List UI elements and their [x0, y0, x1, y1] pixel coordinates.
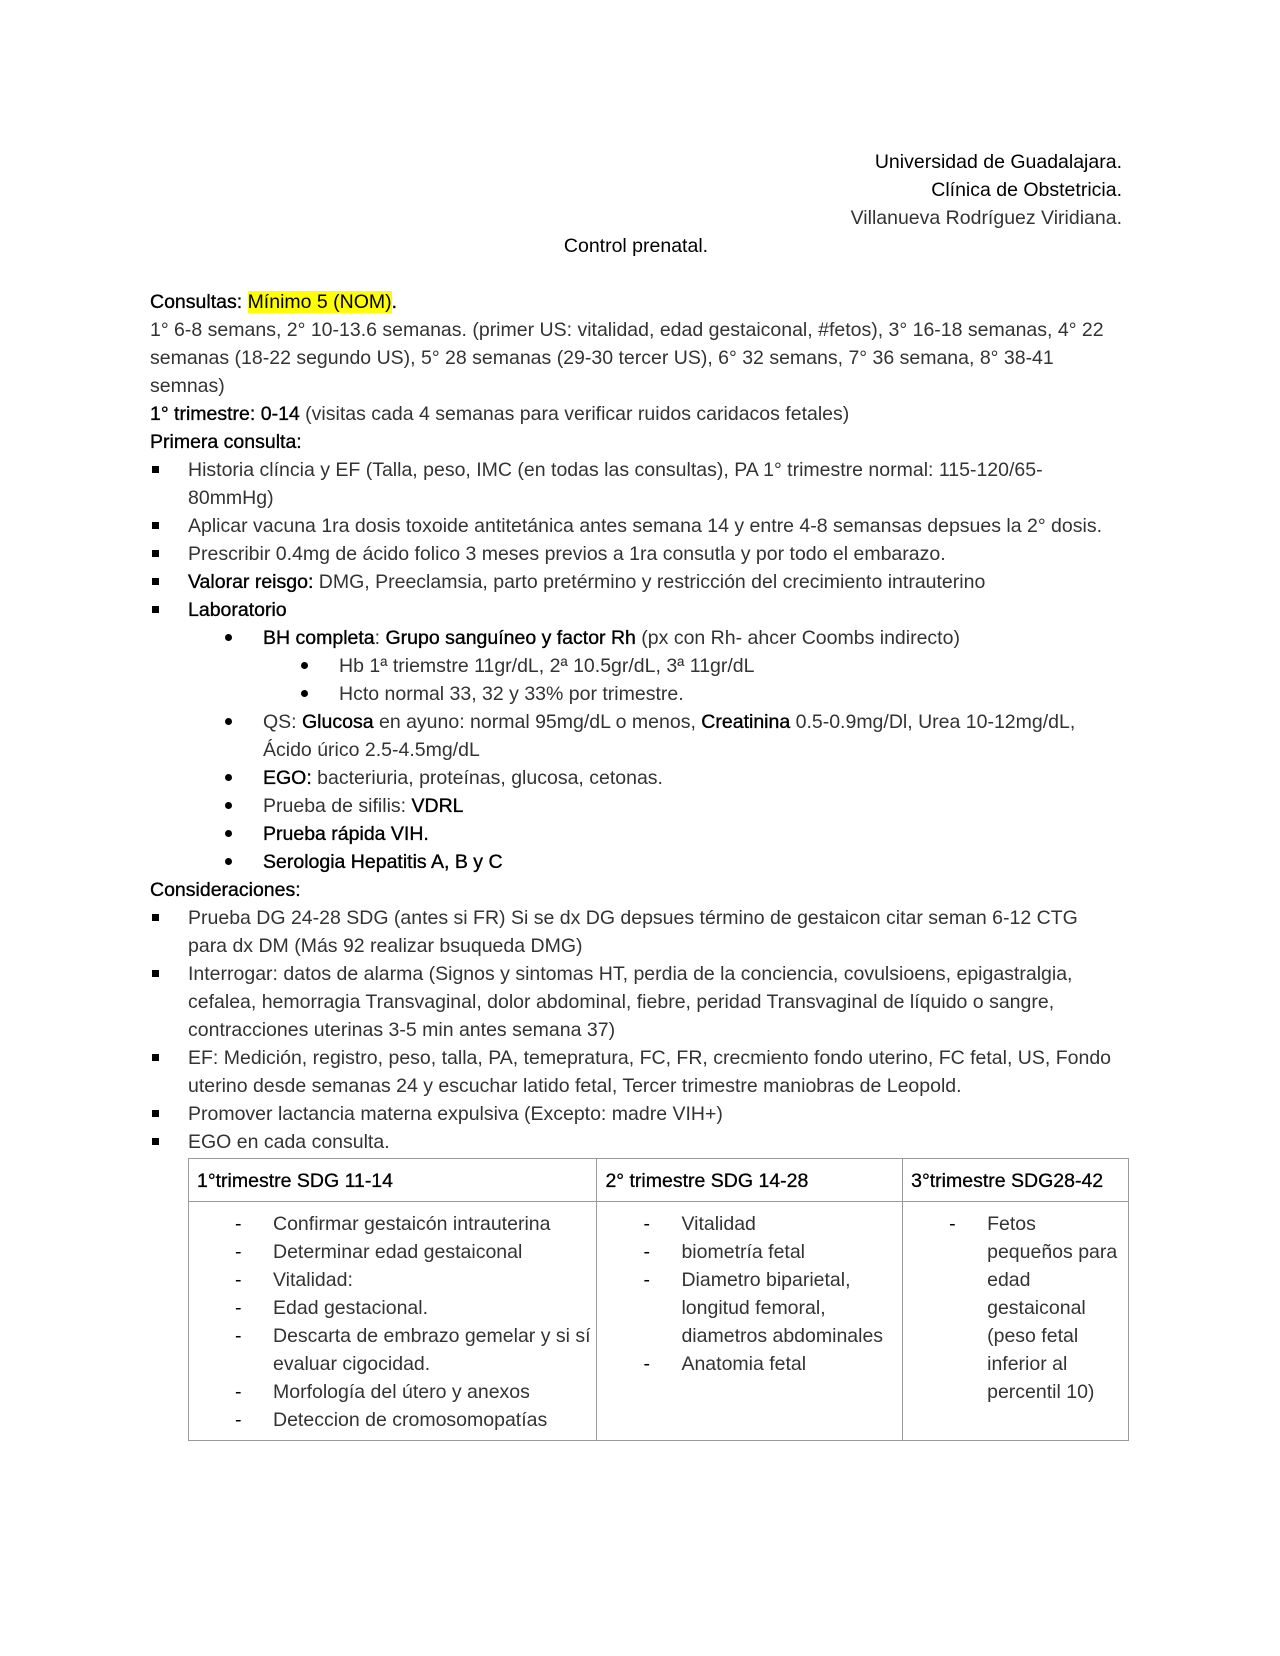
- ego-text: bacteriuria, proteínas, glucosa, cetonas.: [311, 767, 663, 789]
- list-item: - Descarta de embrazo gemelar y si sí evaluar cigocidad.: [189, 1322, 592, 1378]
- list-item: [150, 792, 1122, 820]
- bh-label: BH completa: [263, 627, 375, 649]
- laboratorio-label: Laboratorio: [188, 599, 287, 621]
- list-item: - biometría fetal: [597, 1238, 898, 1266]
- list-item: Interrogar: datos de alarma (Signos y sintomas HT, perdia de la conciencia, covulsioens, epigastralgia, cefalea, hemorragia Transvaginal, dolor abdominal, fiebre, peridad Transvaginal de líquido o sangre, contracciones uterinas 3-5 min antes semana 37): [150, 960, 1122, 1044]
- list-item: Promover lactancia materna expulsiva (Excepto: madre VIH+): [150, 1100, 1122, 1128]
- clinic-name: Clínica de Obstetricia.: [931, 179, 1122, 201]
- document-page: [150, 148, 1122, 1441]
- ultrasound-trimester-table: [188, 1158, 1129, 1441]
- list-item: [150, 764, 1122, 792]
- list-item: EGO en cada consulta.: [150, 1128, 1122, 1156]
- list-item: EF: Medición, registro, peso, talla, PA, temepratura, FC, FR, crecmiento fondo uterino, FC fetal, US, Fondo uterino desde semanas 24 y escuchar latido fetal, Tercer trimestre maniobras de Leopold.: [150, 1044, 1122, 1100]
- list-item: - Edad gestacional.: [189, 1294, 592, 1322]
- riesgo-label: Valorar reisgo:: [188, 571, 314, 593]
- consultas-dot: .: [391, 291, 398, 313]
- consideraciones-list: [150, 904, 1122, 1156]
- bh-colon: :: [374, 627, 386, 649]
- consultas-schedule: 1° 6-8 semans, 2° 10-13.6 semanas. (primer US: vitalidad, edad gestaiconal, #fetos), 3° 16-18 semanas, 4° 22 semanas (18-22 segundo US), 5° 28 semanas (29-30 tercer US), 6° 32 semans, 7° 36 semana, 8° 38-41 semnas): [150, 319, 1104, 397]
- bh-text: (px con Rh- ahcer Coombs indirecto): [635, 627, 960, 649]
- sifilis-prefix: Prueba de sifilis:: [263, 795, 412, 817]
- trimestre1-line: [150, 400, 1122, 428]
- consultas-minimum-highlight: Mínimo 5 (NOM): [247, 291, 392, 313]
- trimestre1-text: (visitas cada 4 semanas para verificar ruidos caridacos fetales): [299, 403, 850, 425]
- table-cell-trimestre3: [903, 1202, 1129, 1441]
- list-item: - Vitalidad: [597, 1210, 898, 1238]
- bh-grupo: Grupo sanguíneo y factor Rh: [385, 627, 636, 649]
- consideraciones-heading: Consideraciones:: [150, 879, 301, 901]
- table-header-cell: 2° trimestre SDG 14-28: [597, 1159, 903, 1202]
- list-item: - Vitalidad:: [189, 1266, 592, 1294]
- list-item: - Anatomia fetal: [597, 1350, 898, 1378]
- laboratorio-list: [150, 624, 1122, 652]
- list-item: [150, 596, 1122, 624]
- consultas-label: Consultas:: [150, 291, 248, 313]
- table-cell-trimestre1: [189, 1202, 597, 1441]
- author-name: Villanueva Rodríguez Viridiana.: [850, 207, 1122, 229]
- list-item: [150, 624, 1122, 652]
- list-item: Hb 1ª triemstre 11gr/dL, 2ª 10.5gr/dL, 3ª 11gr/dL: [150, 652, 1122, 680]
- list-item: [150, 820, 1122, 848]
- list-item: - Deteccion de cromosomopatías: [189, 1406, 592, 1434]
- consultas-line: [150, 288, 1122, 316]
- vih-test: Prueba rápida VIH.: [263, 823, 429, 845]
- list-item: - Morfología del útero y anexos: [189, 1378, 592, 1406]
- primera-consulta-heading: Primera consulta:: [150, 431, 302, 453]
- list-item: Historia clíncia y EF (Talla, peso, IMC (en todas las consultas), PA 1° trimestre normal: 115-120/65-80mmHg): [150, 456, 1122, 512]
- list-item: [150, 708, 1122, 764]
- sifilis-vdrl: VDRL: [411, 795, 464, 817]
- list-item: Hcto normal 33, 32 y 33% por trimestre.: [150, 680, 1122, 708]
- laboratorio-list-continued: [150, 708, 1122, 876]
- qs-mid: en ayuno: normal 95mg/dL o menos,: [373, 711, 702, 733]
- table-header-row: [189, 1159, 1129, 1202]
- document-title: Control prenatal.: [563, 235, 709, 257]
- list-item: [150, 848, 1122, 876]
- table-header-cell: 3°trimestre SDG28-42: [903, 1159, 1129, 1202]
- list-item: Prescribir 0.4mg de ácido folico 3 meses previos a 1ra consutla y por todo el embarazo.: [150, 540, 1122, 568]
- list-item: - Diametro biparietal, longitud femoral, diametros abdominales: [597, 1266, 898, 1350]
- qs-creatinina: Creatinina: [701, 711, 791, 733]
- trimestre1-label: 1° trimestre: 0-14: [150, 403, 300, 425]
- qs-prefix: QS:: [263, 711, 303, 733]
- university-name: Universidad de Guadalajara.: [874, 151, 1122, 173]
- table-cell-trimestre2: [597, 1202, 903, 1441]
- ego-label: EGO:: [263, 767, 312, 789]
- riesgo-text: DMG, Preeclamsia, parto pretérmino y restricción del crecimiento intrauterino: [313, 571, 986, 593]
- list-item: - Confirmar gestaicón intrauterina: [189, 1210, 592, 1238]
- bh-sublist: [150, 652, 1122, 708]
- qs-glucosa: Glucosa: [302, 711, 374, 733]
- table-header-cell: 1°trimestre SDG 11-14: [189, 1159, 597, 1202]
- table-row: [189, 1202, 1129, 1441]
- list-item: - Determinar edad gestaiconal: [189, 1238, 592, 1266]
- qs-post: 0.5-0.9mg/Dl, Urea 10-12mg/dL, Ácido úrico 2.5-4.5mg/dL: [263, 711, 1076, 761]
- list-item: Prueba DG 24-28 SDG (antes si FR) Si se dx DG depsues término de gestaicon citar seman 6-12 CTG para dx DM (Más 92 realizar bsuqueda DMG): [150, 904, 1122, 960]
- primera-consulta-list: [150, 456, 1122, 624]
- hepatitis-test: Serologia Hepatitis A, B y C: [263, 851, 503, 873]
- list-item: - Fetos pequeños para edad gestaiconal (peso fetal inferior al percentil 10): [903, 1210, 1124, 1406]
- list-item: Aplicar vacuna 1ra dosis toxoide antitetánica antes semana 14 y entre 4-8 semansas depsues la 2° dosis.: [150, 512, 1122, 540]
- list-item: [150, 568, 1122, 596]
